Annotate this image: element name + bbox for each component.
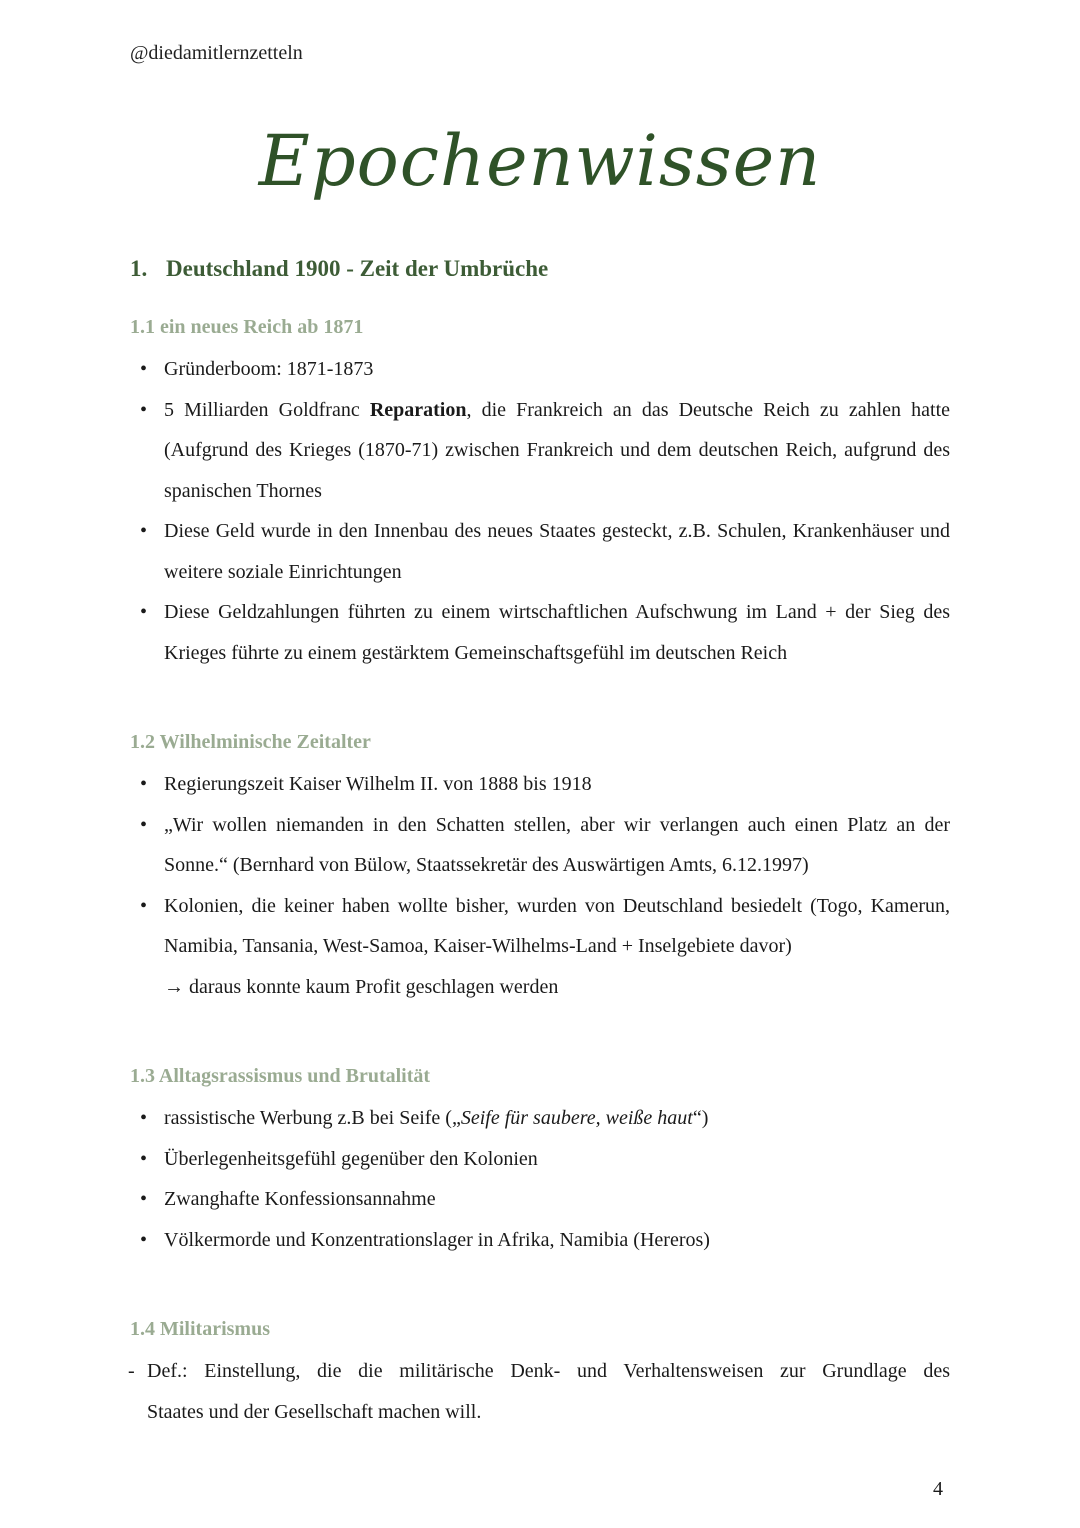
subsection-heading-1-4: 1.4 Militarismus bbox=[130, 1318, 270, 1340]
bold-term: Reparation bbox=[369, 398, 467, 421]
bullet-list-1-2 bbox=[140, 764, 950, 1007]
italic-quote: Seife für saubere, weiße haut bbox=[460, 1107, 693, 1129]
bullet-list-1-1 bbox=[140, 349, 950, 673]
list-item: • Überlegenheitsgefühl gegenüber den Kolonien bbox=[140, 1139, 950, 1180]
text-span: , die Frankreich an das Deutsche Reich zu zahlen hatte (Aufgrund des Krieges (1870-71) zwischen Frankreich und dem deutschen Reich, aufgrund des spanischen Thornes bbox=[164, 398, 950, 502]
subsection-heading-1-2: 1.2 Wilhelminische Zeitalter bbox=[130, 731, 371, 753]
list-item: • Diese Geld wurde in den Innenbau des neues Staates gesteckt, z.B. Schulen, Krankenhäuser und weitere soziale Einrichtungen bbox=[140, 511, 950, 592]
list-item bbox=[140, 1098, 950, 1139]
dash-marker: - bbox=[128, 1360, 135, 1382]
list-item: • Regierungszeit Kaiser Wilhelm II. von 1888 bis 1918 bbox=[140, 764, 950, 805]
list-item bbox=[140, 886, 950, 1008]
subsection-heading-1-3: 1.3 Alltagsrassismus und Brutalität bbox=[130, 1065, 431, 1087]
page-title: Epochenwissen bbox=[258, 120, 822, 202]
list-item: • Diese Geldzahlungen führten zu einem wirtschaftlichen Aufschwung im Land + der Sieg des Krieges führte zu einem gestärktem Gemeinschaftsgefühl im deutschen Reich bbox=[140, 592, 950, 673]
subsection-heading-1-1: 1.1 ein neues Reich ab 1871 bbox=[130, 316, 364, 338]
definition-line: Def.: Einstellung, die die militärische Denk- und Verhaltensweisen zur Grundlage des bbox=[147, 1360, 950, 1382]
list-item: • Zwanghafte Konfessionsannahme bbox=[140, 1179, 950, 1220]
section-title: Deutschland 1900 - Zeit der Umbrüche bbox=[166, 256, 549, 281]
text-span: 5 Milliarden Goldfranc bbox=[164, 398, 370, 421]
bullet-list-1-3 bbox=[140, 1098, 950, 1260]
list-item: • Gründerboom: 1871-1873 bbox=[140, 349, 950, 390]
text-span: rassistische Werbung z.B bei Seife („ bbox=[164, 1107, 461, 1129]
text-span: “) bbox=[692, 1107, 709, 1129]
list-item: • „Wir wollen niemanden in den Schatten stellen, aber wir verlangen auch einen Platz an der Sonne.“ (Bernhard von Bülow, Staatssekretär des Auswärtigen Amts, 6.12.1997) bbox=[140, 805, 950, 886]
definition-item bbox=[128, 1351, 950, 1432]
arrow-line: → daraus konnte kaum Profit geschlagen werden bbox=[164, 975, 559, 998]
section-number: 1. bbox=[130, 256, 148, 281]
list-item: • Völkermorde und Konzentrationslager in Afrika, Namibia (Hereros) bbox=[140, 1220, 950, 1261]
definition-line: Staates und der Gesellschaft machen will. bbox=[147, 1400, 482, 1423]
list-item bbox=[140, 390, 950, 512]
author-handle: @diedamitlernzetteln bbox=[130, 42, 303, 64]
section-heading bbox=[130, 256, 548, 282]
page-number: 4 bbox=[933, 1478, 943, 1500]
text-span: Kolonien, die keiner haben wollte bisher, wurden von Deutschland besiedelt (Togo, Kamerun, Namibia, Tansania, West-Samoa, Kaiser-Wilhelms-Land + Inselgebiete davor) bbox=[164, 894, 950, 957]
